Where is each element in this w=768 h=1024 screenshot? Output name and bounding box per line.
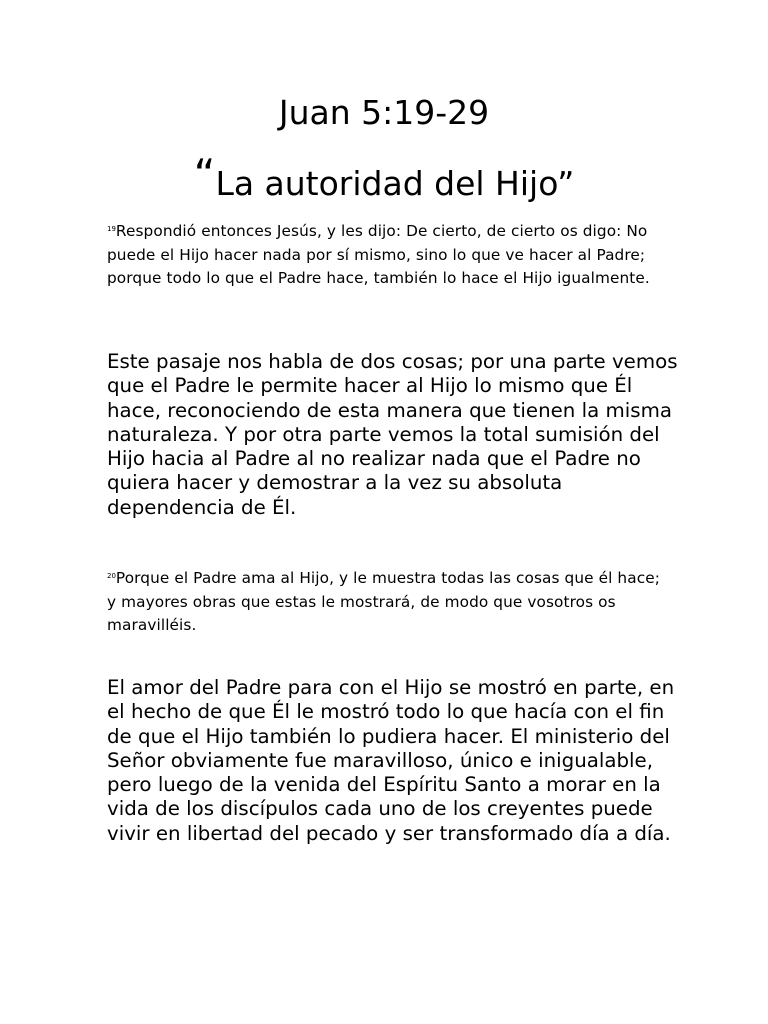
verse-paragraph (107, 218, 667, 291)
commentary-paragraph: El amor del Padre para con el Hijo se mostró en parte, en el hecho de que Él le mostró todo lo que hacía con el fin de que el Hijo también lo pudiera hacer. El ministerio del Señor obviamente fue maravilloso, único e inigualable, pero luego de la venida del Espíritu Santo a morar en la vida de los discípulos cada uno de los creyentes puede vivir en libertad del pecado y ser transformado día a día. (107, 676, 675, 845)
verse-number: 19 (107, 225, 116, 233)
scripture-reference-title: Juan 5:19-29 (278, 93, 490, 132)
close-quote-mark: ” (557, 164, 575, 203)
verse-number: 20 (107, 572, 116, 580)
verse-text: Respondió entonces Jesús, y les dijo: De cierto, de cierto os digo: No puede el Hijo hacer nada por sí mismo, sino lo que ve hacer al Padre; porque todo lo que el Padre hace, también lo hace el Hijo igualmente. (107, 222, 650, 287)
open-quote-mark: “ (193, 150, 216, 199)
subtitle-text: La autoridad del Hijo (215, 164, 558, 203)
verse-paragraph (107, 565, 667, 638)
sermon-subtitle (0, 150, 768, 204)
commentary-paragraph: Este pasaje nos habla de dos cosas; por una parte vemos que el Padre le permite hacer al Hijo lo mismo que Él hace, reconociendo de esta manera que tienen la misma naturaleza. Y por otra parte vemos la total sumisión del Hijo hacia al Padre al no realizar nada que el Padre no quiera hacer y demostrar a la vez su absoluta dependencia de Él. (107, 350, 678, 519)
verse-text: Porque el Padre ama al Hijo, y le muestra todas las cosas que él hace; y mayores obras que estas le mostrará, de modo que vosotros os maravilléis. (107, 569, 660, 634)
